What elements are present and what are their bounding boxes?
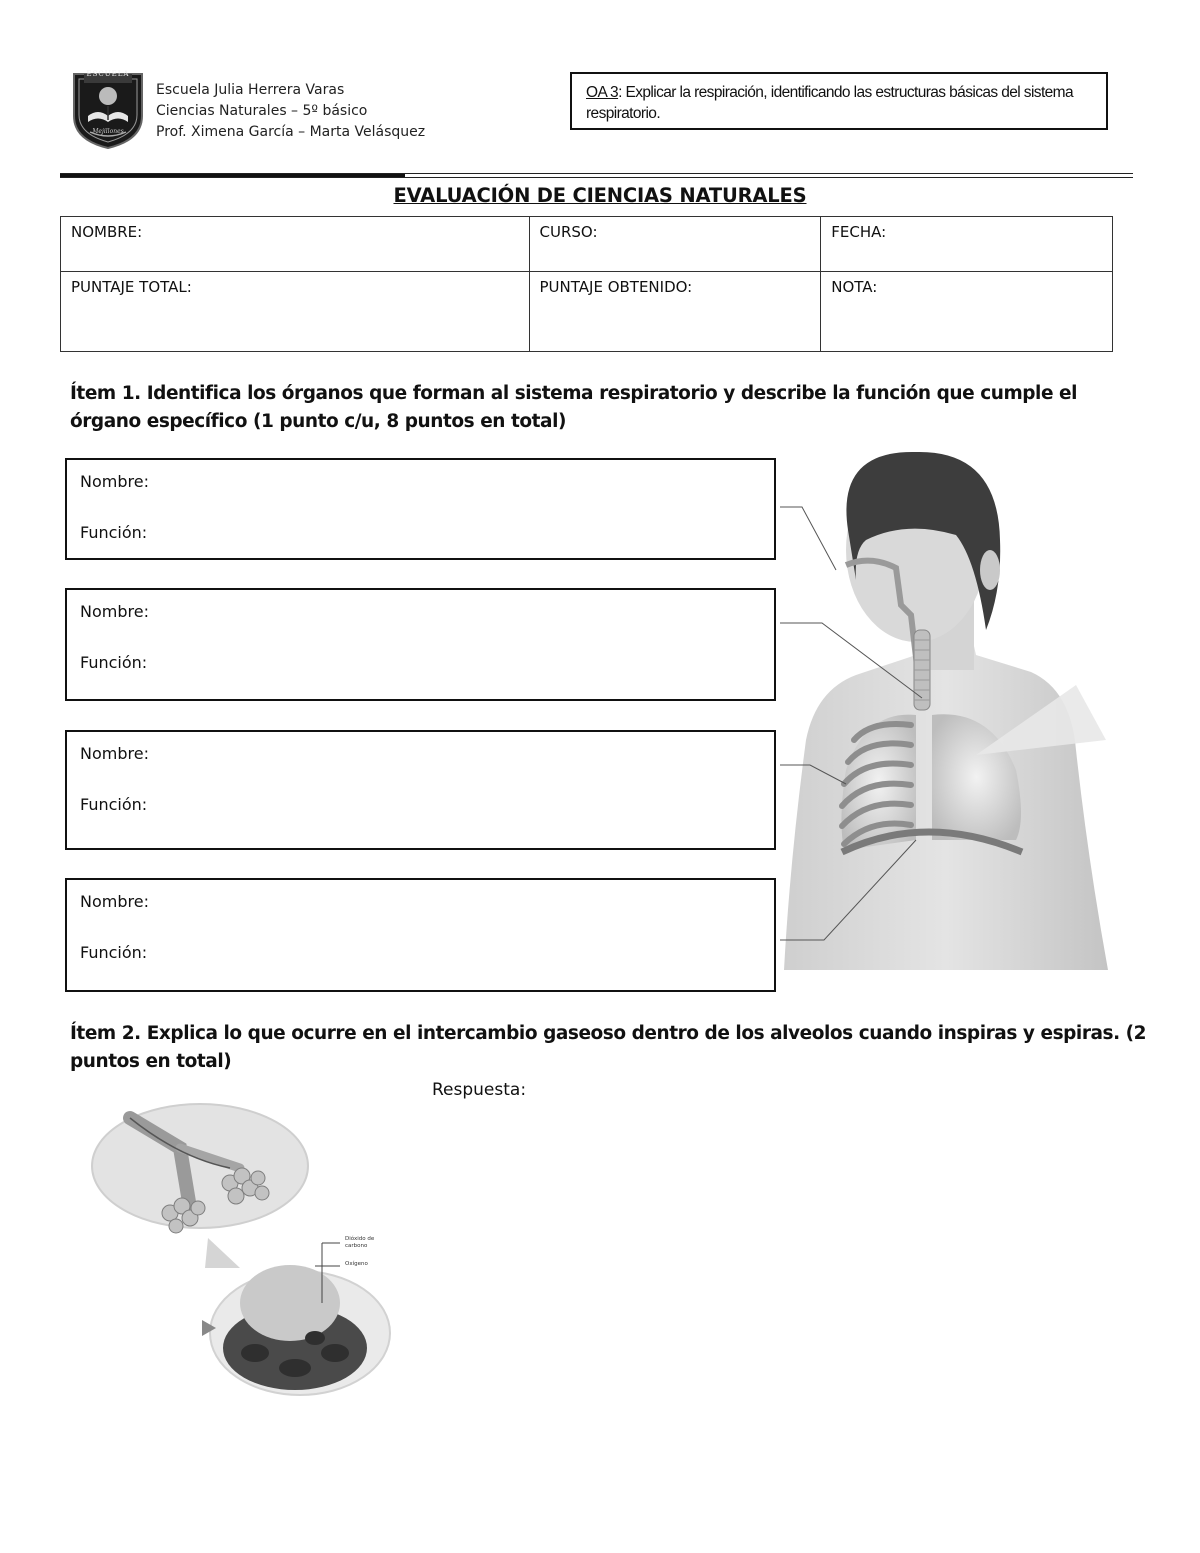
logo-top-text: ESCUELA <box>86 70 130 78</box>
student-info-table <box>60 216 1113 352</box>
function-label: Función: <box>80 943 148 962</box>
answer-box-1[interactable] <box>65 458 776 560</box>
school-name: Escuela Julia Herrera Varas <box>156 82 345 98</box>
item1-heading: Ítem 1. Identifica los órganos que forman al sistema respiratorio y describe la función que cumple el órgano específico (1 punto c/u, 8 puntos en total) <box>70 383 1078 432</box>
learning-objective-box <box>570 72 1108 130</box>
logo-bottom-text: Mejillones <box>92 128 124 135</box>
name-label: Nombre: <box>80 744 149 763</box>
answer-box-3[interactable] <box>65 730 776 850</box>
answer-box-2[interactable] <box>65 588 776 701</box>
alveoli-illustration <box>90 1098 400 1398</box>
item2-heading: Ítem 2. Explica lo que ocurre en el intercambio gaseoso dentro de los alveolos cuando inspiras y espiras. (2 puntos en total) <box>70 1023 1147 1072</box>
subject-line: Ciencias Naturales – 5º básico <box>156 103 368 119</box>
header-divider-accent <box>60 174 405 177</box>
objective-label: OA 3 <box>586 84 619 101</box>
function-label: Función: <box>80 795 148 814</box>
name-cell[interactable]: NOMBRE: <box>61 217 530 272</box>
school-info <box>156 80 425 143</box>
alveoli-label-co2: Dióxido de carbono <box>345 1236 375 1249</box>
name-label: Nombre: <box>80 472 149 491</box>
course-cell[interactable]: CURSO: <box>529 217 821 272</box>
obtained-score-cell[interactable]: PUNTAJE OBTENIDO: <box>529 272 821 352</box>
header-divider-lower <box>60 177 1133 178</box>
page-title: EVALUACIÓN DE CIENCIAS NATURALES <box>393 184 807 207</box>
name-label: Nombre: <box>80 602 149 621</box>
objective-text: : Explicar la respiración, identificando las estructuras básicas del sistema respiratorio. <box>586 84 1074 122</box>
date-cell[interactable]: FECHA: <box>821 217 1113 272</box>
answer-box-4[interactable] <box>65 878 776 992</box>
function-label: Función: <box>80 653 148 672</box>
function-label: Función: <box>80 523 148 542</box>
teachers-line: Prof. Ximena García – Marta Velásquez <box>156 124 426 140</box>
respiratory-system-illustration <box>776 440 1120 980</box>
answer-label: Respuesta: <box>432 1080 527 1100</box>
total-score-cell[interactable]: PUNTAJE TOTAL: <box>61 272 530 352</box>
name-label: Nombre: <box>80 892 149 911</box>
logo-text <box>70 70 146 150</box>
grade-cell[interactable]: NOTA: <box>821 272 1113 352</box>
alveoli-label-o2: Oxígeno <box>345 1261 368 1267</box>
